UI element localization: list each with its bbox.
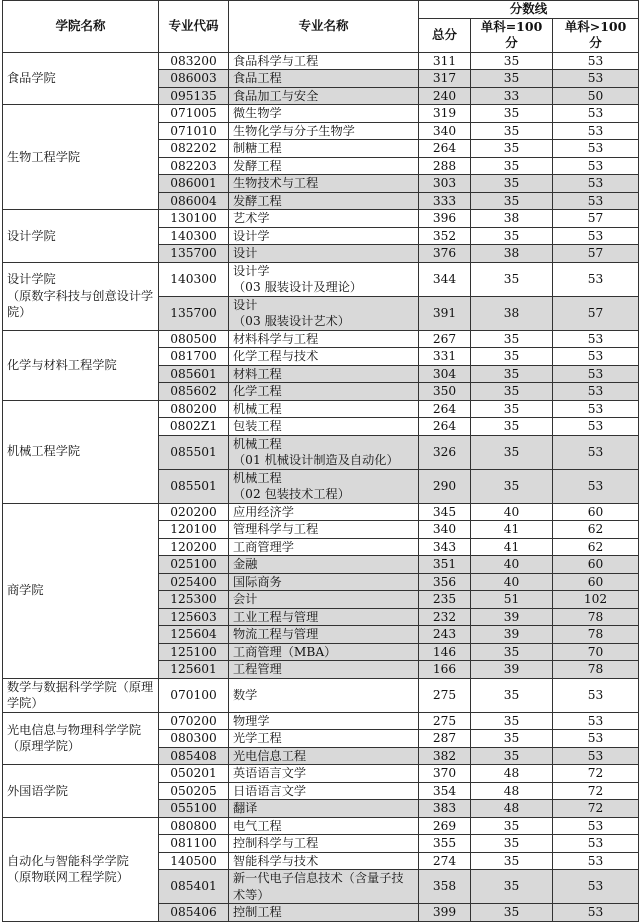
single-gt100-cell: 53: [553, 262, 639, 296]
total-score-cell: 356: [419, 573, 471, 591]
school-name-cell: 机械工程学院: [3, 400, 159, 503]
total-score-cell: 396: [419, 210, 471, 228]
single-100-cell: 35: [471, 227, 553, 245]
total-score-cell: 354: [419, 782, 471, 800]
school-name-cell: 商学院: [3, 503, 159, 678]
total-score-cell: 351: [419, 556, 471, 574]
single-gt100-cell: 78: [553, 608, 639, 626]
major-name-cell: 国际商务: [229, 573, 419, 591]
major-name-cell: 艺术学: [229, 210, 419, 228]
major-name-cell: 制糖工程: [229, 140, 419, 158]
single-100-cell: 35: [471, 817, 553, 835]
single-gt100-cell: 53: [553, 817, 639, 835]
single-gt100-cell: 60: [553, 556, 639, 574]
single-100-cell: 35: [471, 383, 553, 401]
major-code-cell: 140300: [159, 227, 229, 245]
table-row: [3, 262, 639, 296]
major-name-cell: 设计 （03 服装设计艺术）: [229, 296, 419, 330]
major-code-cell: 025100: [159, 556, 229, 574]
major-name-cell: 工商管理（MBA）: [229, 643, 419, 661]
single-gt100-cell: 60: [553, 503, 639, 521]
single-100-cell: 35: [471, 400, 553, 418]
single-100-cell: 51: [471, 591, 553, 609]
major-name-cell: 设计学: [229, 227, 419, 245]
major-code-cell: 055100: [159, 800, 229, 818]
table-row: [3, 678, 639, 712]
single-gt100-cell: 70: [553, 643, 639, 661]
single-gt100-cell: 53: [553, 105, 639, 123]
header-total: 总分: [419, 18, 471, 52]
major-code-cell: 130100: [159, 210, 229, 228]
total-score-cell: 331: [419, 348, 471, 366]
major-name-cell: 工程管理: [229, 661, 419, 679]
major-name-cell: 设计学 （03 服装设计及理论）: [229, 262, 419, 296]
header-school: 学院名称: [3, 1, 159, 53]
total-score-cell: 344: [419, 262, 471, 296]
school-name-cell: 化学与材料工程学院: [3, 330, 159, 400]
major-code-cell: 120100: [159, 521, 229, 539]
major-name-cell: 化学工程与技术: [229, 348, 419, 366]
school-name-cell: 设计学院: [3, 210, 159, 263]
major-code-cell: 125601: [159, 661, 229, 679]
single-gt100-cell: 53: [553, 730, 639, 748]
major-code-cell: 140300: [159, 262, 229, 296]
school-name-cell: 外国语学院: [3, 765, 159, 818]
total-score-cell: 382: [419, 747, 471, 765]
major-name-cell: 发酵工程: [229, 192, 419, 210]
major-code-cell: 086003: [159, 70, 229, 88]
single-gt100-cell: 60: [553, 573, 639, 591]
major-code-cell: 081700: [159, 348, 229, 366]
single-100-cell: 35: [471, 348, 553, 366]
total-score-cell: 264: [419, 140, 471, 158]
major-name-cell: 日语语言文学: [229, 782, 419, 800]
single-gt100-cell: 53: [553, 435, 639, 469]
header-single-gt100: 单科>100 分: [553, 18, 639, 52]
major-name-cell: 包装工程: [229, 418, 419, 436]
single-100-cell: 35: [471, 192, 553, 210]
total-score-cell: 264: [419, 418, 471, 436]
single-100-cell: 35: [471, 140, 553, 158]
single-100-cell: 35: [471, 365, 553, 383]
major-name-cell: 数学: [229, 678, 419, 712]
single-100-cell: 35: [471, 70, 553, 88]
single-gt100-cell: 53: [553, 852, 639, 870]
total-score-cell: 352: [419, 227, 471, 245]
single-100-cell: 48: [471, 765, 553, 783]
school-name-cell: 设计学院 （原数字科技与创意设计学院）: [3, 262, 159, 330]
major-code-cell: 085602: [159, 383, 229, 401]
major-name-cell: 物流工程与管理: [229, 626, 419, 644]
table-row: [3, 503, 639, 521]
single-100-cell: 35: [471, 469, 553, 503]
total-score-cell: 340: [419, 521, 471, 539]
single-gt100-cell: 53: [553, 122, 639, 140]
major-name-cell: 智能科学与技术: [229, 852, 419, 870]
single-100-cell: 35: [471, 157, 553, 175]
major-name-cell: 新一代电子信息技术（含量子技术等）: [229, 870, 419, 904]
major-code-cell: 071010: [159, 122, 229, 140]
single-100-cell: 33: [471, 87, 553, 105]
total-score-cell: 345: [419, 503, 471, 521]
major-name-cell: 机械工程 （01 机械设计制造及自动化）: [229, 435, 419, 469]
major-code-cell: 085601: [159, 365, 229, 383]
single-100-cell: 35: [471, 904, 553, 922]
total-score-cell: 274: [419, 852, 471, 870]
single-gt100-cell: 53: [553, 870, 639, 904]
single-100-cell: 48: [471, 782, 553, 800]
single-gt100-cell: 57: [553, 245, 639, 263]
total-score-cell: 343: [419, 538, 471, 556]
header-row-1: [3, 1, 639, 19]
total-score-cell: 333: [419, 192, 471, 210]
single-100-cell: 35: [471, 643, 553, 661]
score-table: [2, 0, 639, 922]
major-name-cell: 管理科学与工程: [229, 521, 419, 539]
single-gt100-cell: 53: [553, 904, 639, 922]
single-100-cell: 38: [471, 210, 553, 228]
total-score-cell: 340: [419, 122, 471, 140]
single-100-cell: 40: [471, 556, 553, 574]
single-gt100-cell: 53: [553, 70, 639, 88]
major-code-cell: 083200: [159, 52, 229, 70]
total-score-cell: 267: [419, 330, 471, 348]
major-code-cell: 0802Z1: [159, 418, 229, 436]
single-gt100-cell: 72: [553, 782, 639, 800]
single-gt100-cell: 57: [553, 210, 639, 228]
major-name-cell: 控制工程: [229, 904, 419, 922]
total-score-cell: 303: [419, 175, 471, 193]
total-score-cell: 269: [419, 817, 471, 835]
header-major: 专业名称: [229, 1, 419, 53]
major-code-cell: 125603: [159, 608, 229, 626]
major-name-cell: 工业工程与管理: [229, 608, 419, 626]
school-name-cell: 自动化与智能科学学院 （原物联网工程学院）: [3, 817, 159, 921]
total-score-cell: 235: [419, 591, 471, 609]
single-gt100-cell: 102: [553, 591, 639, 609]
single-gt100-cell: 53: [553, 157, 639, 175]
major-name-cell: 工商管理学: [229, 538, 419, 556]
single-gt100-cell: 72: [553, 800, 639, 818]
total-score-cell: 317: [419, 70, 471, 88]
single-100-cell: 35: [471, 435, 553, 469]
major-code-cell: 085501: [159, 469, 229, 503]
major-code-cell: 085406: [159, 904, 229, 922]
single-100-cell: 40: [471, 503, 553, 521]
table-row: [3, 52, 639, 70]
major-name-cell: 机械工程 （02 包装技术工程）: [229, 469, 419, 503]
header-score-line: 分数线: [419, 1, 639, 19]
total-score-cell: 355: [419, 835, 471, 853]
total-score-cell: 326: [419, 435, 471, 469]
table-row: [3, 105, 639, 123]
single-100-cell: 35: [471, 678, 553, 712]
major-code-cell: 085408: [159, 747, 229, 765]
major-name-cell: 生物化学与分子生物学: [229, 122, 419, 140]
single-100-cell: 39: [471, 608, 553, 626]
major-code-cell: 125100: [159, 643, 229, 661]
single-100-cell: 38: [471, 296, 553, 330]
school-name-cell: 食品学院: [3, 52, 159, 105]
single-gt100-cell: 53: [553, 418, 639, 436]
total-score-cell: 232: [419, 608, 471, 626]
total-score-cell: 287: [419, 730, 471, 748]
major-code-cell: 086001: [159, 175, 229, 193]
major-code-cell: 082203: [159, 157, 229, 175]
major-code-cell: 125300: [159, 591, 229, 609]
single-100-cell: 35: [471, 852, 553, 870]
total-score-cell: 391: [419, 296, 471, 330]
total-score-cell: 243: [419, 626, 471, 644]
single-gt100-cell: 53: [553, 52, 639, 70]
single-gt100-cell: 62: [553, 521, 639, 539]
single-100-cell: 35: [471, 712, 553, 730]
single-100-cell: 35: [471, 105, 553, 123]
single-100-cell: 35: [471, 330, 553, 348]
table-row: [3, 817, 639, 835]
major-code-cell: 080200: [159, 400, 229, 418]
major-name-cell: 翻译: [229, 800, 419, 818]
major-name-cell: 食品工程: [229, 70, 419, 88]
single-gt100-cell: 72: [553, 765, 639, 783]
single-gt100-cell: 53: [553, 835, 639, 853]
total-score-cell: 319: [419, 105, 471, 123]
major-name-cell: 材料工程: [229, 365, 419, 383]
table-body: [3, 52, 639, 921]
major-code-cell: 050205: [159, 782, 229, 800]
single-gt100-cell: 62: [553, 538, 639, 556]
single-gt100-cell: 53: [553, 678, 639, 712]
single-gt100-cell: 53: [553, 175, 639, 193]
single-gt100-cell: 53: [553, 469, 639, 503]
total-score-cell: 399: [419, 904, 471, 922]
school-name-cell: 光电信息与物理科学学院（原理学院）: [3, 712, 159, 765]
single-100-cell: 35: [471, 870, 553, 904]
table-row: [3, 210, 639, 228]
single-gt100-cell: 53: [553, 227, 639, 245]
major-name-cell: 电气工程: [229, 817, 419, 835]
major-name-cell: 食品加工与安全: [229, 87, 419, 105]
table-row: [3, 765, 639, 783]
major-code-cell: 071005: [159, 105, 229, 123]
major-code-cell: 070200: [159, 712, 229, 730]
table-row: [3, 330, 639, 348]
major-code-cell: 085501: [159, 435, 229, 469]
major-code-cell: 082202: [159, 140, 229, 158]
major-code-cell: 140500: [159, 852, 229, 870]
total-score-cell: 376: [419, 245, 471, 263]
single-gt100-cell: 53: [553, 712, 639, 730]
single-gt100-cell: 53: [553, 348, 639, 366]
single-100-cell: 35: [471, 52, 553, 70]
major-code-cell: 080300: [159, 730, 229, 748]
total-score-cell: 264: [419, 400, 471, 418]
single-100-cell: 38: [471, 245, 553, 263]
single-100-cell: 35: [471, 730, 553, 748]
major-name-cell: 化学工程: [229, 383, 419, 401]
single-gt100-cell: 78: [553, 626, 639, 644]
single-100-cell: 35: [471, 835, 553, 853]
total-score-cell: 350: [419, 383, 471, 401]
single-100-cell: 39: [471, 626, 553, 644]
major-name-cell: 物理学: [229, 712, 419, 730]
major-code-cell: 025400: [159, 573, 229, 591]
major-code-cell: 095135: [159, 87, 229, 105]
major-code-cell: 135700: [159, 296, 229, 330]
single-100-cell: 39: [471, 661, 553, 679]
major-code-cell: 050201: [159, 765, 229, 783]
single-100-cell: 35: [471, 122, 553, 140]
single-100-cell: 35: [471, 175, 553, 193]
major-code-cell: 070100: [159, 678, 229, 712]
major-code-cell: 080800: [159, 817, 229, 835]
single-gt100-cell: 53: [553, 383, 639, 401]
major-name-cell: 金融: [229, 556, 419, 574]
single-gt100-cell: 53: [553, 400, 639, 418]
total-score-cell: 275: [419, 712, 471, 730]
major-name-cell: 会计: [229, 591, 419, 609]
major-name-cell: 控制科学与工程: [229, 835, 419, 853]
total-score-cell: 146: [419, 643, 471, 661]
single-100-cell: 41: [471, 538, 553, 556]
school-name-cell: 数学与数据科学学院（原理学院）: [3, 678, 159, 712]
major-code-cell: 020200: [159, 503, 229, 521]
major-code-cell: 081100: [159, 835, 229, 853]
major-code-cell: 086004: [159, 192, 229, 210]
table-row: [3, 712, 639, 730]
major-name-cell: 发酵工程: [229, 157, 419, 175]
total-score-cell: 370: [419, 765, 471, 783]
major-code-cell: 080500: [159, 330, 229, 348]
major-name-cell: 食品科学与工程: [229, 52, 419, 70]
single-100-cell: 40: [471, 573, 553, 591]
single-gt100-cell: 78: [553, 661, 639, 679]
major-code-cell: 085401: [159, 870, 229, 904]
major-name-cell: 应用经济学: [229, 503, 419, 521]
total-score-cell: 240: [419, 87, 471, 105]
major-name-cell: 微生物学: [229, 105, 419, 123]
single-gt100-cell: 53: [553, 747, 639, 765]
total-score-cell: 275: [419, 678, 471, 712]
single-100-cell: 41: [471, 521, 553, 539]
single-gt100-cell: 53: [553, 330, 639, 348]
major-name-cell: 英语语言文学: [229, 765, 419, 783]
single-gt100-cell: 57: [553, 296, 639, 330]
header-code: 专业代码: [159, 1, 229, 53]
major-name-cell: 设计: [229, 245, 419, 263]
single-100-cell: 35: [471, 262, 553, 296]
total-score-cell: 358: [419, 870, 471, 904]
header-single-100: 单科=100 分: [471, 18, 553, 52]
single-gt100-cell: 50: [553, 87, 639, 105]
major-code-cell: 120200: [159, 538, 229, 556]
total-score-cell: 383: [419, 800, 471, 818]
single-100-cell: 35: [471, 747, 553, 765]
total-score-cell: 304: [419, 365, 471, 383]
table-row: [3, 400, 639, 418]
single-gt100-cell: 53: [553, 365, 639, 383]
major-name-cell: 光学工程: [229, 730, 419, 748]
total-score-cell: 166: [419, 661, 471, 679]
major-name-cell: 光电信息工程: [229, 747, 419, 765]
major-code-cell: 125604: [159, 626, 229, 644]
major-code-cell: 135700: [159, 245, 229, 263]
school-name-cell: 生物工程学院: [3, 105, 159, 210]
total-score-cell: 288: [419, 157, 471, 175]
major-name-cell: 材料科学与工程: [229, 330, 419, 348]
single-gt100-cell: 53: [553, 140, 639, 158]
single-100-cell: 35: [471, 418, 553, 436]
single-gt100-cell: 53: [553, 192, 639, 210]
total-score-cell: 290: [419, 469, 471, 503]
total-score-cell: 311: [419, 52, 471, 70]
single-100-cell: 48: [471, 800, 553, 818]
major-name-cell: 机械工程: [229, 400, 419, 418]
major-name-cell: 生物技术与工程: [229, 175, 419, 193]
